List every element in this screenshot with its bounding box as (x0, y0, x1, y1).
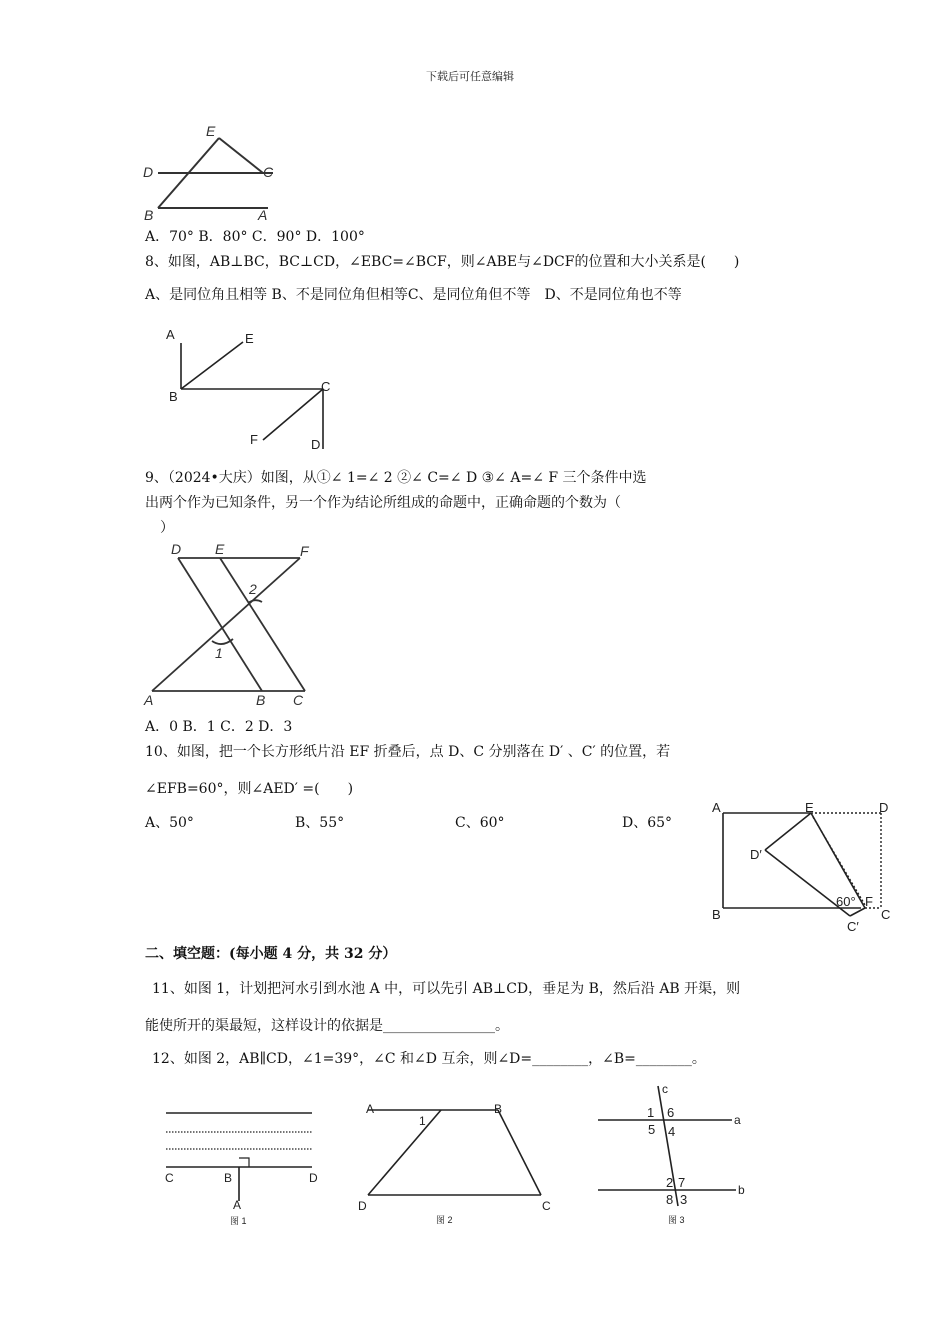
figure-1-caption: 图 1 (230, 1216, 247, 1226)
q10-option-d: D、65° (622, 815, 673, 831)
label-f: F (300, 543, 309, 559)
figure-q8 (160, 325, 340, 455)
label-c: C (165, 1171, 174, 1185)
q9-line1: 9、（2024•大庆）如图，从①∠ 1=∠ 2 ②∠ C=∠ D ③∠ A=∠ F 三个条件中选 (145, 470, 647, 486)
label-c: C (321, 379, 331, 394)
label-b: B (144, 207, 154, 223)
figure-1 (158, 1100, 328, 1230)
figure-q9 (140, 538, 330, 713)
label-f: F (865, 894, 873, 909)
q9-line3: ） (160, 520, 174, 536)
figure-q7 (140, 120, 290, 225)
label-c-prime: C′ (847, 919, 859, 934)
label-1: 1 (419, 1114, 426, 1128)
label-angle-4: 4 (668, 1124, 676, 1139)
label-2: 2 (249, 581, 257, 597)
label-a: A (233, 1198, 242, 1212)
label-line-b: b (738, 1183, 745, 1197)
q10-line1: 10、如图，把一个长方形纸片沿 EF 折叠后，点 D、C 分别落在 D′ 、C′ 的位置，若 (145, 744, 671, 760)
label-e: E (215, 541, 225, 557)
label-angle-6: 6 (667, 1105, 675, 1120)
label-f: F (250, 432, 258, 447)
label-c: C (881, 907, 891, 922)
q11-line1: 11、如图 1，计划把河水引到水池 A 中，可以先引 AB⊥CD，垂足为 B，然后沿 AB 开渠，则 (152, 981, 741, 997)
label-a: A (166, 327, 175, 342)
label-a: A (712, 800, 721, 815)
q10-option-a: A、50° (145, 815, 194, 831)
label-d: D (879, 800, 889, 815)
label-a: A (366, 1102, 375, 1116)
label-e: E (206, 123, 216, 139)
label-angle-5: 5 (648, 1122, 656, 1137)
q9-options: A．0 B．1 C．2 D．3 (145, 719, 293, 735)
q8-stem: 8、如图，AB⊥BC，BC⊥CD，∠EBC=∠BCF，则∠ABE与∠DCF的位置和大小关系是( ) (145, 254, 740, 270)
label-b: B (169, 389, 178, 404)
section-2-title: 二、填空题：(每小题 4 分，共 32 分） (145, 946, 397, 962)
label-b: B (712, 907, 721, 922)
label-d: D (171, 541, 182, 557)
label-c: c (662, 1082, 668, 1096)
figure-q10 (705, 795, 905, 940)
label-d: D (311, 437, 321, 452)
label-c: C (542, 1199, 551, 1213)
page-header: 下载后可任意编辑 (426, 70, 514, 83)
label-60-degree: 60° (836, 894, 856, 909)
label-d: D (358, 1199, 367, 1213)
label-line-a: a (734, 1113, 741, 1127)
figure-3-caption: 图 3 (668, 1215, 685, 1225)
label-angle-8: 8 (666, 1192, 674, 1207)
label-e: E (805, 800, 814, 815)
label-angle-7: 7 (678, 1175, 686, 1190)
q10-option-b: B、55° (295, 815, 345, 831)
figure-2-caption: 图 2 (436, 1215, 453, 1225)
label-c: C (263, 164, 274, 180)
label-b: B (494, 1102, 503, 1116)
label-b: B (224, 1171, 233, 1185)
label-angle-3: 3 (680, 1192, 688, 1207)
q11-line2: 能使所开的渠最短，这样设计的依据是________________。 (145, 1018, 509, 1034)
label-b: B (256, 692, 266, 708)
label-d-prime: D′ (750, 847, 762, 862)
q10-line2: ∠EFB=60°，则∠AED′ =( ) (145, 781, 354, 797)
q8-options: A、是同位角且相等 B、不是同位角但相等C、是同位角但不等 D、不是同位角也不等 (145, 287, 682, 303)
label-a: A (258, 207, 268, 223)
q9-line2: 出两个作为已知条件，另一个作为结论所组成的命题中，正确命题的个数为（ (145, 495, 621, 511)
label-angle-1: 1 (647, 1105, 655, 1120)
label-a: A (144, 692, 154, 708)
label-d: D (309, 1171, 318, 1185)
label-c: C (293, 692, 304, 708)
label-angle-2: 2 (666, 1175, 674, 1190)
q12-stem: 12、如图 2，AB∥CD，∠1=39°，∠C 和∠D 互余，则∠D=________，∠B=________。 (152, 1051, 706, 1067)
label-1: 1 (215, 645, 223, 661)
label-e: E (245, 331, 254, 346)
q7-options: A．70° B．80° C．90° D．100° (145, 229, 365, 245)
figure-3 (590, 1080, 760, 1230)
figure-2 (360, 1095, 560, 1230)
label-d: D (143, 164, 154, 180)
q10-option-c: C、60° (455, 815, 505, 831)
